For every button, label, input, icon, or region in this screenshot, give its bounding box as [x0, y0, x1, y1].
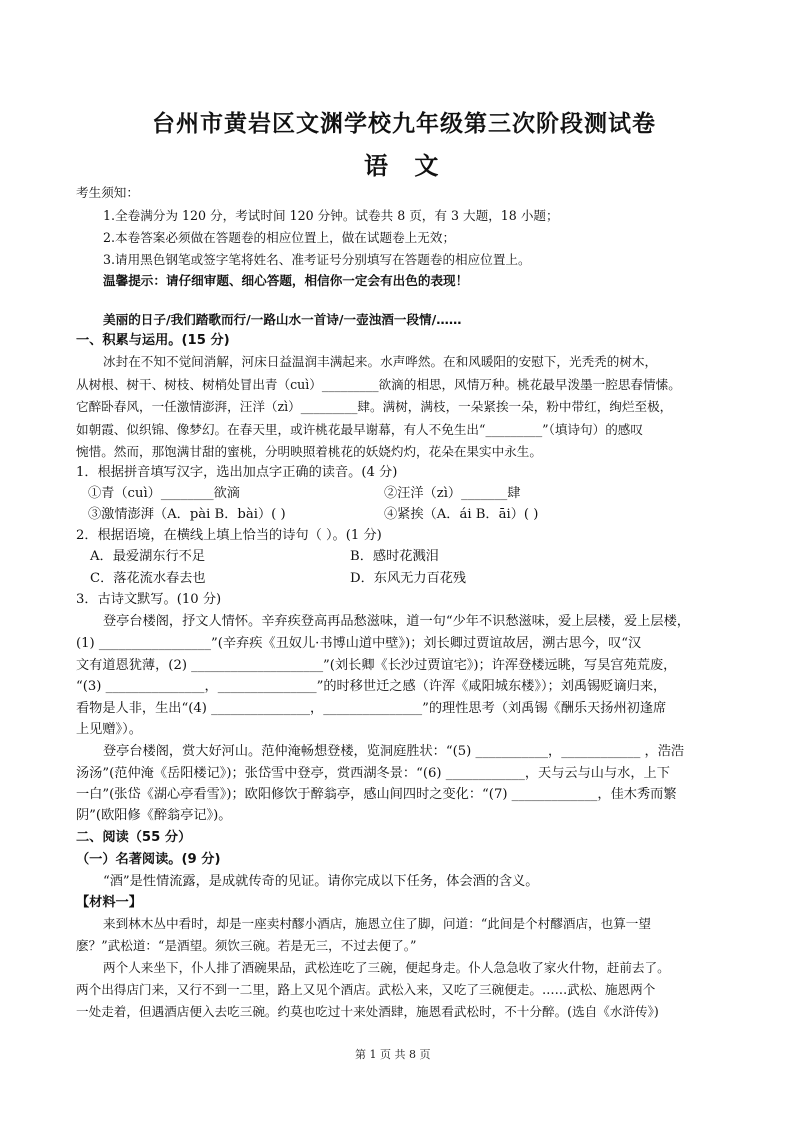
material-line-3: 两个人来坐下，仆人排了酒碗果品，武松连吃了三碗，便起身走。仆人急急收了家火什物，赶前去了。 — [103, 960, 670, 975]
material-line-1: 来到林木丛中看时，却是一座卖村醪小酒店，施恩立住了脚，问道：“此间是个村醪酒店，也算一望 — [103, 916, 651, 931]
passage-line-3: 它醉卧春风，一任激情澎湃，汪洋（zì）_________肆。满树，满枝，一朵紧挨一朵，粉中带红，绚烂至极， — [76, 399, 673, 414]
material-line-5: 一处走着，但遇酒店便入去吃三碗。约莫也吃过十来处酒肆，施恩看武松时，不十分醉。(选自《水浒传》) — [76, 1004, 659, 1019]
question-1-item-c: ③激情澎湃（A．pài B．bài）( ) — [88, 507, 286, 522]
section2-sub1-heading: （一）名著阅读。(9 分) — [76, 852, 221, 867]
question-3-line-7: 登亭台楼阁，赏大好河山。范仲淹畅想登楼，览洞庭胜状：“(5) ___________，____________ ，浩浩 — [103, 744, 685, 759]
question-2-option-c: C．落花流水春去也 — [90, 571, 206, 586]
section1-heading: 一、积累与运用。(15 分) — [76, 333, 230, 348]
question-3-stem: 3．古诗文默写。(10 分) — [76, 592, 222, 607]
question-3-line-3: 文有道恩犹薄，(2) ____________________”(刘长卿《长沙过贾谊宅》)；许浑登楼远眺，写昊宫苑荒废， — [76, 658, 677, 673]
notice-heading: 考生须知： — [76, 185, 139, 200]
material-line-4: 两个出得店门来，又行不到一二里，路上又见个酒店。武松入来，又吃了三碗便走。……武松、施恩两个 — [76, 982, 656, 997]
epigraph: 美丽的日子/我们踏歌而行/一路山水一首诗/一壶浊酒一段情/…… — [103, 312, 462, 327]
section2-heading: 二、阅读（55 分） — [76, 830, 192, 845]
notice-item-3: 3.请用黑色钢笔或签字笔将姓名、准考证号分别填写在答题卷的相应位置上。 — [103, 252, 531, 267]
question-3-line-8: 汤汤”(范仲淹《岳阳楼记》)；张岱雪中登亭，赏西湖冬景：“(6) ____________，天与云与山与水，上下 — [76, 766, 670, 781]
question-2-option-d: D．东风无力百花残 — [350, 571, 467, 586]
question-1-item-b: ②汪洋（zì）_______肆 — [384, 486, 521, 501]
question-3-line-2: (1) _________________”(辛弃疾《丑奴儿·书博山道中壁》)；刘长卿过贾谊故居，溯古思今，叹“汉 — [76, 636, 642, 651]
passage-line-4: 如朝霞、似织锦、像梦幻。在春天里，或许桃花最早谢幕，有人不免生出“_________”（填诗句）的感叹 — [76, 422, 643, 437]
passage-line-2: 从树根、树干、树枝、树梢处冒出青（cuì）_________欲滴的相思，风情万种。桃花最早泼墨一腔思春情愫。 — [76, 377, 681, 392]
question-2-option-b: B．感时花溅泪 — [350, 549, 439, 564]
notice-tip: 温馨提示：请仔细审题、细心答题，相信你一定会有出色的表现！ — [103, 273, 469, 288]
question-3-line-5: 看物是人非，生出“(4) _______________，_______________”的理性思考（刘禹锡《酬乐天扬州初逢席 — [76, 701, 667, 716]
exam-subject: 语 文 — [364, 152, 439, 180]
material-line-2: 麽？”武松道：“是酒望。须饮三碗。若是无三，不过去便了。” — [76, 938, 417, 953]
question-1-stem: 1．根据拼音填写汉字，选出加点字正确的读音。(4 分) — [76, 465, 398, 480]
question-1-item-d: ④紧挨（A．ái B．āi）( ) — [384, 507, 539, 522]
notice-item-1: 1.全卷满分为 120 分，考试时间 120 分钟。试卷共 8 页，有 3 大题，18 小题； — [103, 208, 559, 223]
question-2-option-a: A．最爱湖东行不足 — [90, 549, 206, 564]
question-1-item-a: ①青（cuì）________欲滴 — [88, 486, 240, 501]
question-3-line-10: 阴”(欧阳修《醉翁亭记》)。 — [76, 808, 232, 823]
question-3-line-6: 上见赠》）。 — [76, 722, 142, 737]
notice-item-2: 2.本卷答案必须做在答题卷的相应位置上，做在试题卷上无效； — [103, 230, 456, 245]
passage-line-1: 冰封在不知不觉间消解，河床日益温润丰满起来。水声哗然。在和风暖阳的安慰下，光秃秃的树木， — [103, 354, 658, 369]
question-3-line-9: 一白”(张岱《湖心亭看雪》)；欧阳修饮于醉翁亭，感山间四时之变化：“(7) _____________，佳木秀而繁 — [76, 787, 677, 802]
section2-intro: “酒”是性情流露，是成就传奇的见证。请你完成以下任务，体会酒的含义。 — [103, 874, 539, 889]
question-3-line-1: 登亭台楼阁，抒文人情怀。辛弃疾登高再品愁滋味，道一句“少年不识愁滋味，爱上层楼，爱上层楼， — [103, 614, 690, 629]
exam-title: 台州市黄岩区文渊学校九年级第三次阶段测试卷 — [152, 111, 656, 137]
page-footer: 第 1 页 共 8 页 — [355, 1048, 431, 1061]
material-label: 【材料一】 — [76, 895, 142, 910]
question-2-stem: 2．根据语境，在横线上填上恰当的诗句（ ）。(1 分) — [76, 528, 382, 543]
passage-line-5: 惋惜。然而，那饱满甘甜的蜜桃，分明映照着桃花的妖娆灼灼，花朵在果实中永生。 — [76, 444, 542, 459]
question-3-line-4: “(3) _______________，_______________”的时移世迁之感（许浑《咸阳城东楼》）；刘禹锡贬谪归来， — [76, 679, 667, 694]
